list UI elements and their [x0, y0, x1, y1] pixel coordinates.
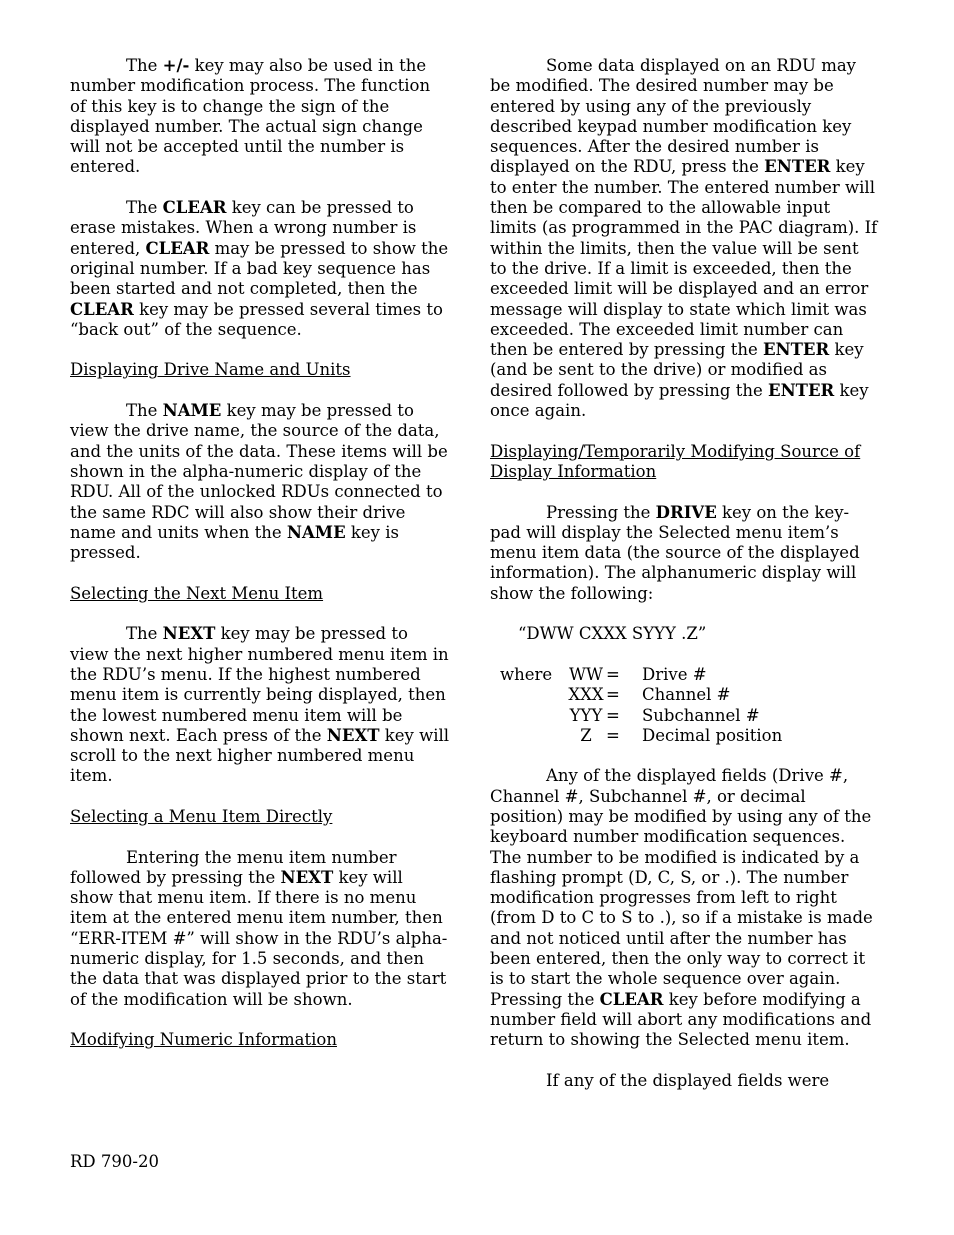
right-column	[490, 56, 880, 1111]
legend-equals: =	[606, 705, 620, 725]
key-name-next: NEXT	[326, 725, 380, 745]
legend-row	[500, 685, 782, 705]
key-name-enter: ENTER	[762, 340, 830, 360]
legend-desc: Subchannel #	[642, 705, 760, 725]
paragraph-modify-fields: Any of the displayed fields (Drive #, Channel #, Subchannel #, or decimal position) may be modified by using any of the keyboard number modification sequences. The number to be modified is indicated by a flashing prompt (D, C, S, or .). The number modification progresses from left to right (from D to C to S to .), so if a mistake is made and not noticed until after the number has been entered, then the only way to correct it is to start the whole sequence over again. Pressing the CLEAR key before modifying a number field will abort any modifications and return to showing the Selected menu item.	[490, 766, 873, 1050]
key-name-clear: CLEAR	[599, 989, 664, 1009]
legend-equals: =	[606, 664, 620, 684]
page-footer-doc-number: RD 790-20	[70, 1152, 159, 1171]
paragraph-menu-item-directly: Entering the menu item number followed by pressing the NEXT key will show that menu item. If there is no menu item at the entered menu item number, then “ERR-ITEM #” will show in the RDU’s alpha-numeric display, for 1.5 seconds, and then the data that was displayed prior to the start of the modification will be shown.	[70, 847, 448, 1009]
legend-key: Z	[580, 725, 592, 745]
paragraph-drive-key: Pressing the DRIVE key on the key-pad will display the Selected menu item’s menu item data (the source of the displayed information). The alphanumeric display will show the following:	[490, 502, 860, 603]
key-name-name: NAME	[162, 401, 222, 421]
section-heading-drive-name: Displaying Drive Name and Units	[70, 360, 351, 380]
display-format-code: “DWW CXXX SYYY .Z”	[518, 624, 707, 644]
key-name-clear: CLEAR	[162, 198, 227, 218]
legend-key: XXX	[568, 685, 604, 705]
legend-row	[500, 665, 782, 685]
legend-row	[500, 726, 782, 746]
key-name-clear: CLEAR	[145, 238, 210, 258]
key-name-clear: CLEAR	[70, 299, 134, 319]
where-label: where	[500, 664, 553, 684]
paragraph-continued: If any of the displayed fields were	[546, 1070, 830, 1090]
key-name-name: NAME	[286, 522, 346, 542]
legend-equals: =	[606, 725, 620, 745]
key-name-plus-minus: +/-	[162, 56, 190, 75]
key-name-enter: ENTER	[768, 380, 835, 400]
key-name-next: NEXT	[280, 867, 334, 887]
paragraph-plus-minus-key: The +/- key may also be used in the number modification process. The function of this key is to change the sign of the displayed number. The actual sign change will not be accepted until the number is entered.	[70, 56, 431, 177]
legend-key: WW	[569, 664, 603, 684]
legend-desc: Channel #	[642, 685, 731, 705]
paragraph-modify-data: Some data displayed on an RDU may be modified. The desired number may be entered by using any of the previously described keypad number modification key sequences. After the desired number is displayed on the RDU, press the ENTER key to enter the number. The entered number will then be compared to the allowable input limits (as programmed in the PAC diagram). If within the limits, then the value will be sent to the drive. If a limit is exceeded, then the exceeded limit will be displayed and an error message will display to state which limit was exceeded. The exceeded limit number can then be entered by pressing the ENTER key (and be sent to the drive) or modified as desired followed by pressing the ENTER key once again.	[490, 56, 878, 421]
legend-row	[500, 706, 782, 726]
left-column	[70, 56, 450, 1071]
section-heading-next-menu-item: Selecting the Next Menu Item	[70, 583, 324, 603]
paragraph-next-key: The NEXT key may be pressed to view the next higher numbered menu item in the RDU’s menu. If the highest numbered menu item is currently being displayed, then the lowest numbered menu item will be shown next. Each press of the NEXT key will scroll to the next higher numbered menu item.	[70, 624, 450, 786]
key-name-next: NEXT	[162, 624, 216, 644]
paragraph-name-key: The NAME key may be pressed to view the drive name, the source of the data, and the units of the data. These items will be shown in the alpha-numeric display of the RDU. All of the unlocked RDUs connected to the same RDC will also show their drive name and units when the NAME key is pressed.	[70, 401, 448, 563]
key-name-drive: DRIVE	[655, 502, 717, 522]
key-name-enter: ENTER	[764, 157, 831, 177]
section-heading-modifying-numeric: Modifying Numeric Information	[70, 1030, 337, 1050]
legend-key: YYY	[569, 705, 603, 725]
legend-desc: Drive #	[642, 664, 707, 684]
paragraph-clear-key: The CLEAR key can be pressed to erase mistakes. When a wrong number is entered, CLEAR may be pressed to show the original number. If a bad key sequence has been started and not completed, then the CLEAR key may be pressed several times to “back out” of the sequence.	[70, 198, 449, 339]
legend-desc: Decimal position	[642, 725, 783, 745]
section-heading-menu-item-directly: Selecting a Menu Item Directly	[70, 806, 333, 826]
field-legend-table	[500, 665, 782, 746]
legend-equals: =	[606, 685, 620, 705]
section-heading-source-display: Displaying/Temporarily Modifying Source of Display Information	[490, 441, 861, 481]
